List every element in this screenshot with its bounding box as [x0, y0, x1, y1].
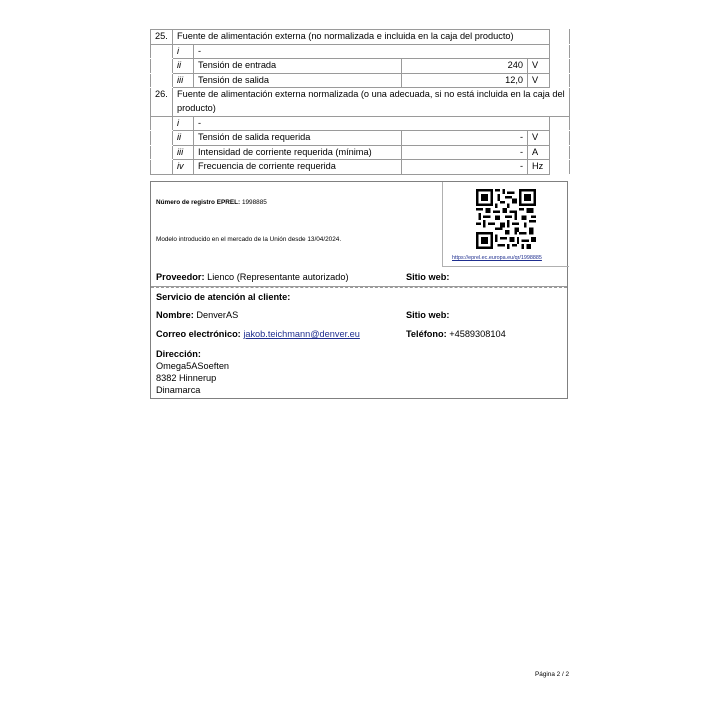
supplier-label: Proveedor: — [156, 272, 205, 282]
row-value: - — [402, 131, 528, 146]
row-unit: V — [528, 73, 550, 88]
item-26-header-row — [151, 88, 570, 116]
phone-label: Teléfono: — [406, 329, 447, 339]
row-label: Tensión de salida requerida — [194, 131, 402, 146]
phone-value: +4589308104 — [449, 329, 506, 339]
supplier-line — [156, 271, 349, 283]
item-25-number: 25. — [151, 30, 173, 45]
customer-service-heading: Servicio de atención al cliente: — [156, 292, 291, 302]
customer-service-email — [156, 328, 360, 340]
row-value: - — [402, 160, 528, 175]
address-block — [156, 348, 229, 396]
row-unit: V — [528, 59, 550, 74]
row-index: iii — [173, 145, 194, 160]
row-unit: A — [528, 145, 550, 160]
row-index: i — [173, 44, 194, 59]
row-index: iii — [173, 73, 194, 88]
table-row — [151, 116, 570, 131]
row-index: ii — [173, 59, 194, 74]
row-index: ii — [173, 131, 194, 146]
customer-service-phone — [406, 328, 506, 340]
eprel-qr-link[interactable]: https://eprel.ec.europa.eu/qr/1998885 — [452, 255, 542, 261]
email-link[interactable]: jakob.teichmann@denver.eu — [243, 329, 360, 339]
qr-section — [442, 182, 569, 267]
row-index: iv — [173, 160, 194, 175]
row-value: - — [402, 145, 528, 160]
table-row — [151, 44, 570, 59]
registration-label: Número de registro EPREL: — [156, 199, 241, 206]
registration-value: 1998885 — [241, 199, 267, 206]
address-label: Dirección: — [156, 349, 201, 359]
supplier-website — [406, 271, 449, 283]
registration-number — [156, 199, 267, 206]
row-value: 240 — [402, 59, 528, 74]
row-label: Frecuencia de corriente requerida — [194, 160, 402, 175]
table-row — [151, 131, 570, 146]
row-label: Intensidad de corriente requerida (mínima) — [194, 145, 402, 160]
row-unit: V — [528, 131, 550, 146]
supplier-value: Lienco (Representante autorizado) — [207, 272, 349, 282]
row-label: - — [194, 116, 550, 131]
table-row — [151, 59, 570, 74]
customer-service-name — [156, 309, 238, 321]
row-label: Tensión de salida — [194, 73, 402, 88]
spec-table — [150, 29, 570, 175]
address-line: 8382 Hinnerup — [156, 373, 217, 383]
email-label: Correo electrónico: — [156, 329, 241, 339]
qr-code-icon — [476, 189, 536, 249]
item-26-number: 26. — [151, 88, 173, 116]
page-number: Página 2 / 2 — [535, 671, 570, 678]
address-line: Omega5ASoeften — [156, 361, 230, 371]
item-25-title: Fuente de alimentación externa (no normalizada e incluida en la caja del producto) — [173, 30, 550, 45]
table-row — [151, 145, 570, 160]
row-unit: Hz — [528, 160, 550, 175]
model-market-date: Modelo introducido en el mercado de la Unión desde 13/04/2024. — [156, 236, 342, 243]
divider — [151, 287, 567, 288]
item-26-title: Fuente de alimentación externa normalizada (o una adecuada, si no está incluida en la caja del producto) — [173, 88, 570, 116]
table-row — [151, 73, 570, 88]
row-label: Tensión de entrada — [194, 59, 402, 74]
customer-service-website — [406, 309, 449, 321]
row-index: i — [173, 116, 194, 131]
table-row — [151, 160, 570, 175]
name-label: Nombre: — [156, 310, 194, 320]
website-label: Sitio web: — [406, 310, 450, 320]
eprel-info-card — [150, 181, 568, 399]
address-line: Dinamarca — [156, 385, 201, 395]
supplier-website-label: Sitio web: — [406, 272, 450, 282]
row-label: - — [194, 44, 550, 59]
item-25-header-row — [151, 30, 570, 45]
row-value: 12,0 — [402, 73, 528, 88]
name-value: DenverAS — [196, 310, 239, 320]
